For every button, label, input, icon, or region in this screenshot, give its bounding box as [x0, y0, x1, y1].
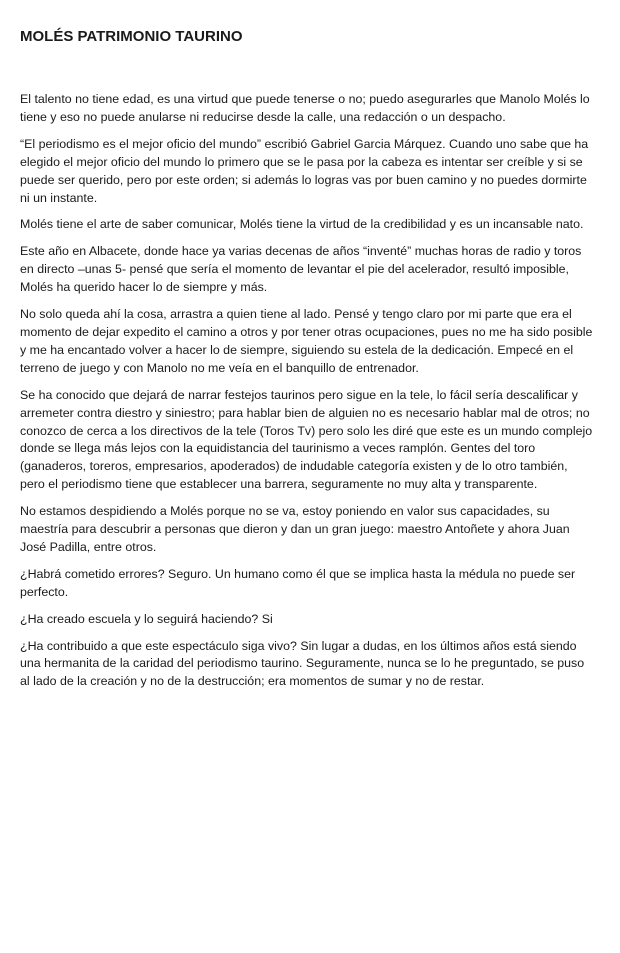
paragraph-3: Molés tiene el arte de saber comunicar, Molés tiene la virtud de la credibilidad y es un incansable nato. — [20, 217, 584, 232]
paragraph-2: “El periodismo es el mejor oficio del mundo” escribió Gabriel Garcia Márquez. Cuando uno sabe que ha elegido el mejor oficio del mundo lo primero que se le pasa por la cabeza es intentar ser creíble y si se puede ser querido, pero por este orden; si además lo logras vas por buen camino y no puedes dormirte ni un instante. — [20, 136, 589, 205]
document-title: MOLÉS PATRIMONIO TAURINO — [20, 28, 243, 45]
paragraph-6: Se ha conocido que dejará de narrar festejos taurinos pero sigue en la tele, lo fácil sería descalificar y arremeter contra diestro y siniestro; para hablar bien de alguien no es necesario hablar mal de otros; no conozco de cerca a los directivos de la tele (Toros Tv) pero solo les diré que este es un mundo complejo donde se llega más lejos con la equidistancia del taurinismo a veces ramplón. Gentes del toro (ganaderos, toreros, empresarios, apoderados) de indudable categoría existen y de lo otro también, pero el periodismo tiene que establecer una barrera, seguramente no muy alta y transparente. — [20, 387, 593, 492]
paragraph-9: ¿Ha creado escuela y lo seguirá haciendo? Si — [20, 611, 273, 626]
paragraph-5: No solo queda ahí la cosa, arrastra a quien tiene al lado. Pensé y tengo claro por mi parte que era el momento de dejar expedito el camino a otros y por tener otras ocupaciones, pues no me ha sido posible y me ha encantado volver a hacer lo de siempre, siguiendo su estela de la dedicación. Empecé en el terreno de juego y con Manolo no me veía en el banquillo de entrenador. — [20, 307, 593, 375]
document-page — [20, 28, 594, 700]
paragraph-4: Este año en Albacete, donde hace ya varias decenas de años “inventé” muchas horas de radio y toros en directo –unas 5- pensé que sería el momento de levantar el pie del acelerador, resultó imposible, Molés ha querido hacer lo de siempre y más. — [20, 244, 582, 295]
paragraph-1: El talento no tiene edad, es una virtud que puede tenerse o no; puedo asegurarles que Manolo Molés lo tiene y eso no puede anularse ni reducirse desde la calle, una redacción o un despacho. — [20, 92, 590, 124]
paragraph-10: ¿Ha contribuido a que este espectáculo siga vivo? Sin lugar a dudas, en los últimos años está siendo una hermanita de la caridad del periodismo taurino. Seguramente, nunca se lo he preguntado, se puso al lado de la creación y no de la destrucción; era momentos de sumar y no de restar. — [20, 638, 585, 689]
paragraph-8: ¿Habrá cometido errores? Seguro. Un humano como él que se implica hasta la médula no puede ser perfecto. — [20, 566, 576, 599]
paragraph-7: No estamos despidiendo a Molés porque no se va, estoy poniendo en valor sus capacidades, su maestría para descubrir a personas que dieron y dan un gran juego: maestro Antoñete y ahora Juan José Padilla, entre otros. — [20, 504, 570, 554]
